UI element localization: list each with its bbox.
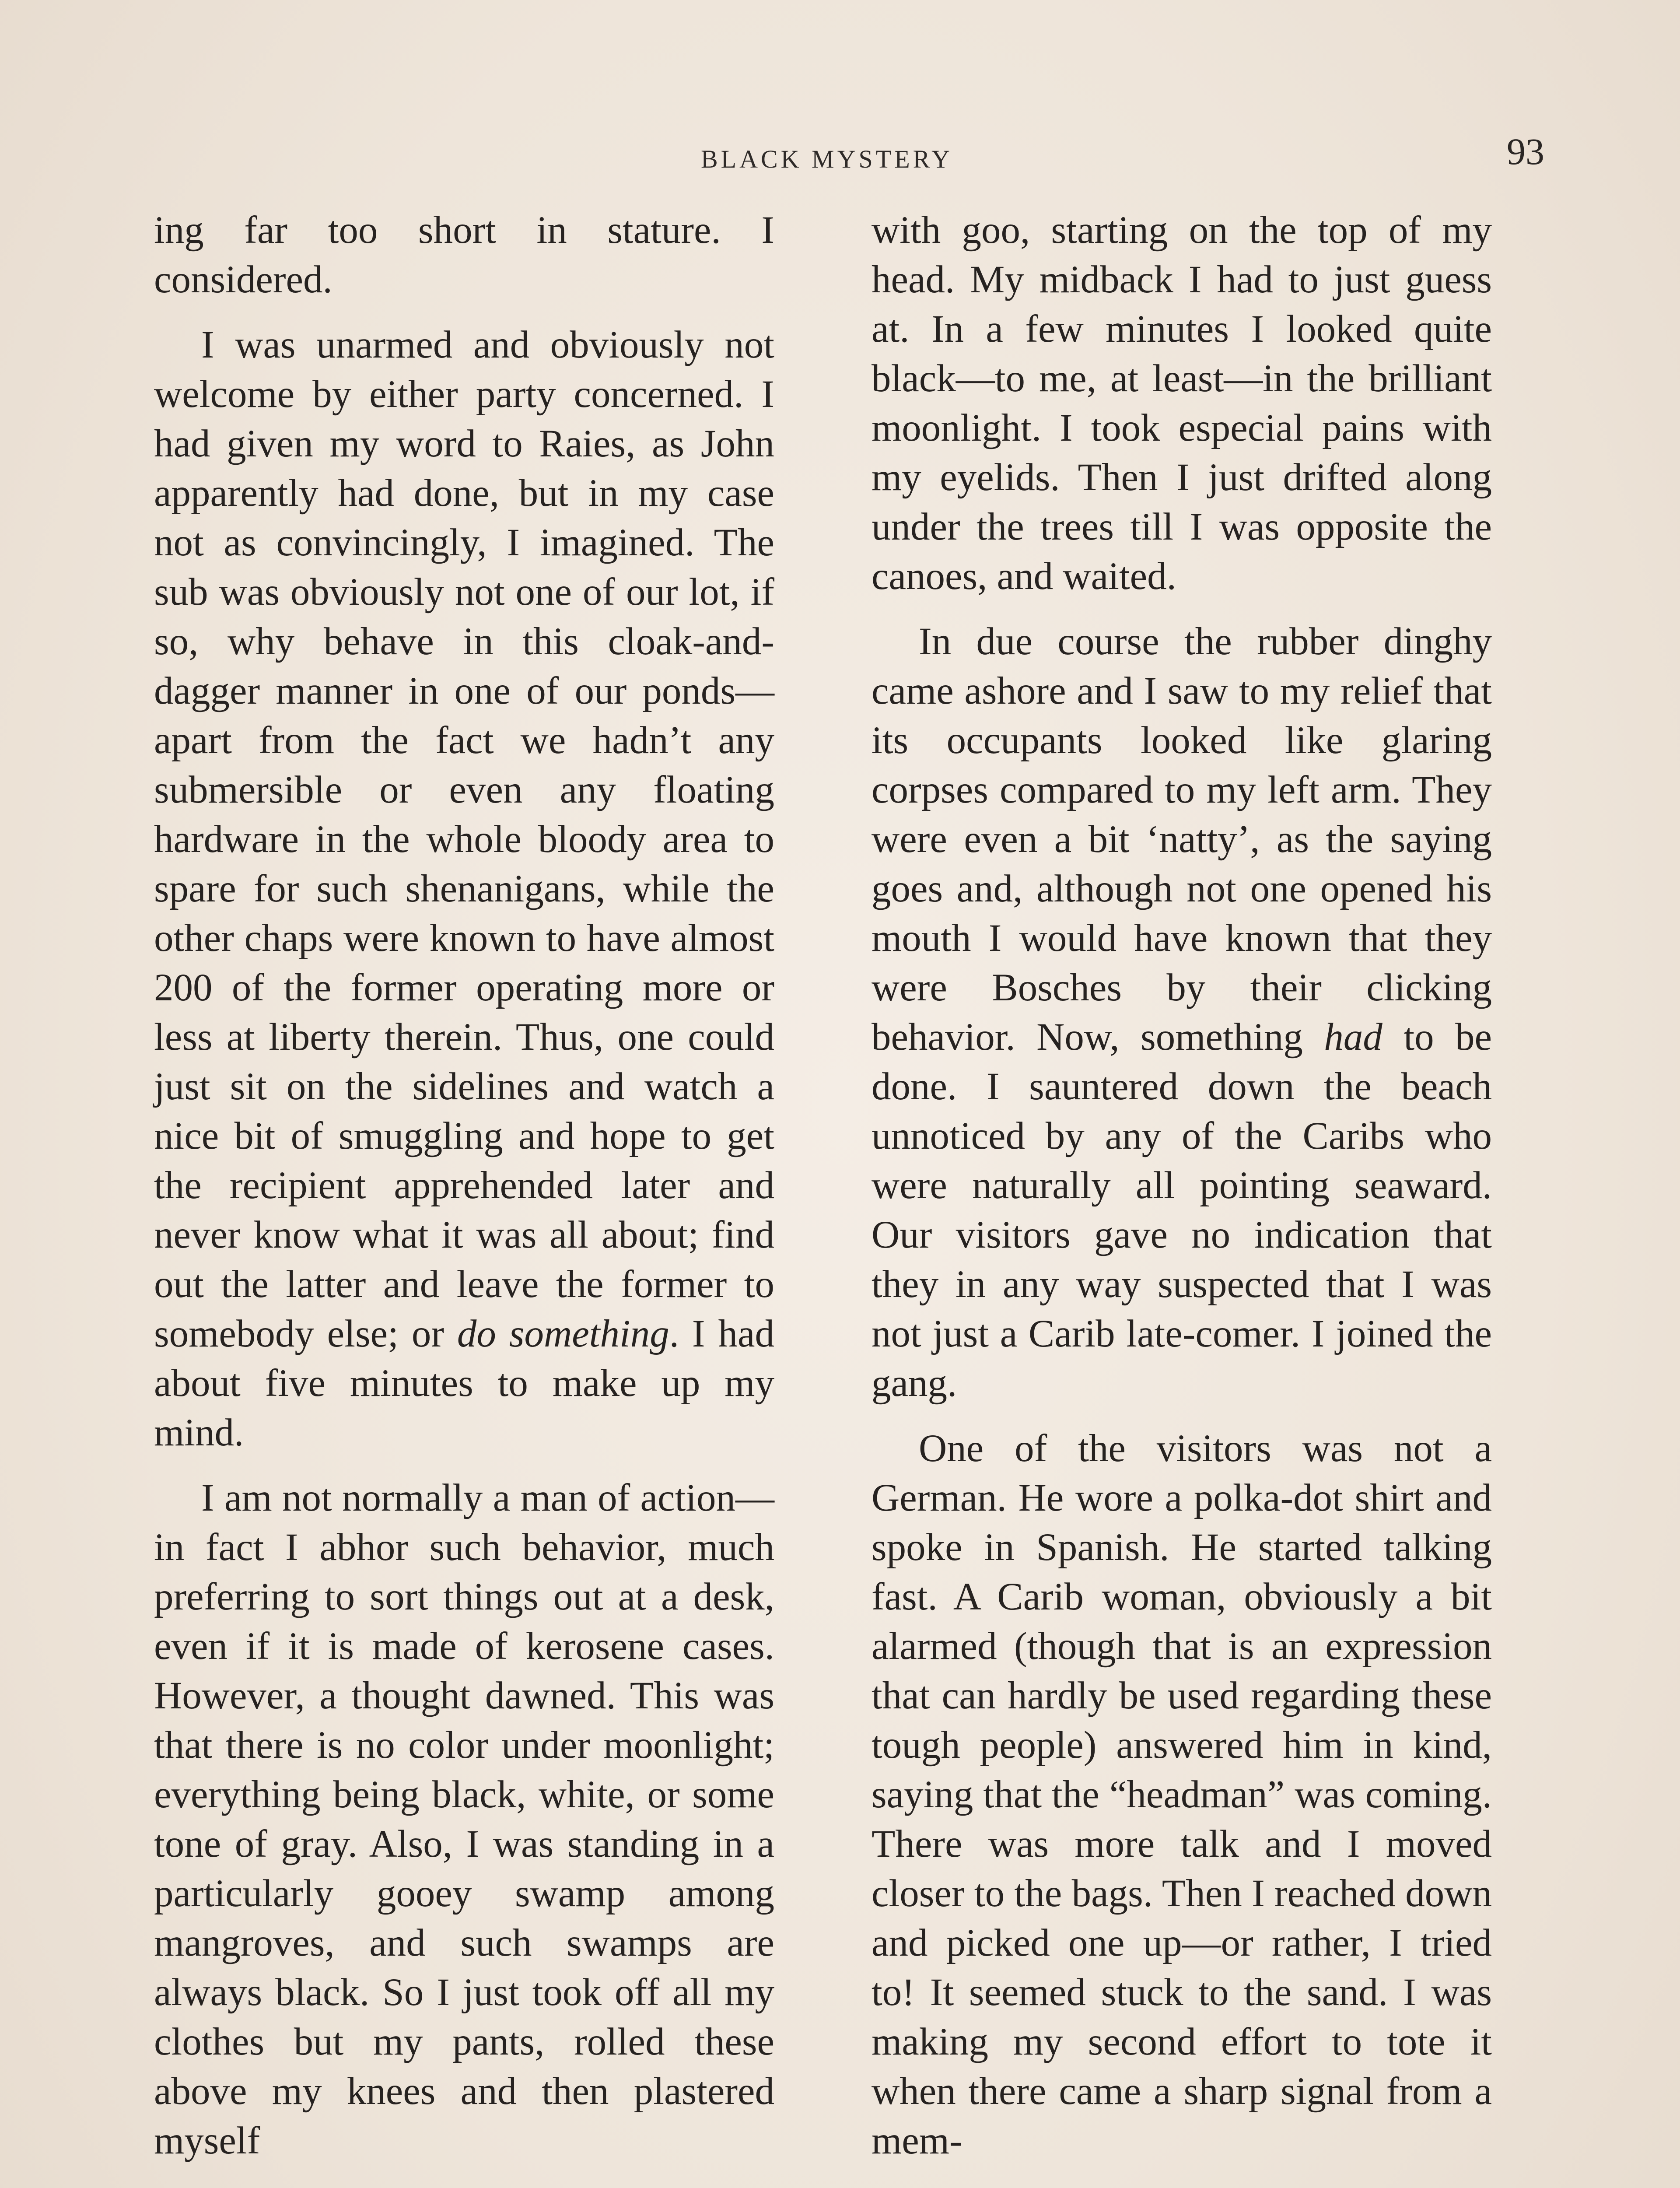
- right-paragraph-2-text: In due course the rubber dinghy came ashore and I saw to my relief that its occupants looked like glaring corpses compared to my left arm. They were even a bit ‘natty’, as the saying goes and, although not one opened his mouth I would have known that they were Bosches by their clicking behavior. Now, something: [872, 620, 1492, 1059]
- left-column: [154, 206, 774, 2181]
- right-paragraph-2-emphasis: had: [1324, 1016, 1382, 1059]
- right-paragraph-2: [872, 617, 1492, 1408]
- left-paragraph-3: I am not normally a man of action—in fact I abhor such behavior, much preferring to sort things out at a desk, even if it is made of kerosene cases. However, a thought dawned. This was that there is no color under moonlight; everything being black, white, or some tone of gray. Also, I was standing in a particularly gooey swamp among mangroves, and such swamps are always black. So I just took off all my clothes but my pants, rolled these above my knees and then plastered myself: [154, 1476, 774, 2162]
- right-paragraph-2-tail: to be done. I sauntered down the beach unnoticed by any of the Caribs who were naturally all pointing seaward. Our visitors gave no indication that they in any way suspected that I was not just a Carib late-comer. I joined the gang.: [872, 1016, 1492, 1405]
- left-paragraph-2-emphasis: do something: [457, 1312, 669, 1355]
- right-column: [872, 206, 1492, 2181]
- right-paragraph-3: One of the visitors was not a German. He wore a polka-dot shirt and spoke in Spanish. He started talking fast. A Carib woman, obviously a bit alarmed (though that is an expression that can hardly be used regarding these tough people) answered him in kind, saying that the “headman” was coming. There was more talk and I moved closer to the bags. Then I reached down and picked one up—or rather, I tried to! It seemed stuck to the sand. I was making my second effort to tote it when there came a sharp signal from a mem-: [872, 1427, 1492, 2162]
- right-paragraph-1: with goo, starting on the top of my head. My midback I had to just guess at. In a few minutes I looked quite black—to me, at least—in the brilliant moonlight. I took especial pains with my eyelids. Then I just drifted along under the trees till I was opposite the canoes, and waited.: [872, 209, 1492, 598]
- running-title: BLACK MYSTERY: [700, 145, 953, 173]
- left-paragraph-2-tail: . I had about five minutes to make up my mind.: [154, 1312, 774, 1454]
- left-paragraph-2: [154, 320, 774, 1458]
- page-number: 93: [1507, 130, 1544, 172]
- left-paragraph-2-text: I was unarmed and obviously not welcome by either party concerned. I had given my word to Raies, as John apparently had done, but in my case not as convincingly, I imagined. The sub was obviously not one of our lot, if so, why behave in this cloak-and-dagger manner in one of our ponds—apart from the fact we hadn’t any submersible or even any floating hardware in the whole bloody area to spare for such shenanigans, while the other chaps were known to have almost 200 of the former operating more or less at liberty therein. Thus, one could just sit on the sidelines and watch a nice bit of smuggling and hope to get the recipient apprehended later and never know what it was all about; find out the latter and leave the former to somebody else; or: [154, 323, 774, 1355]
- left-paragraph-1: ing far too short in stature. I considered.: [154, 209, 774, 301]
